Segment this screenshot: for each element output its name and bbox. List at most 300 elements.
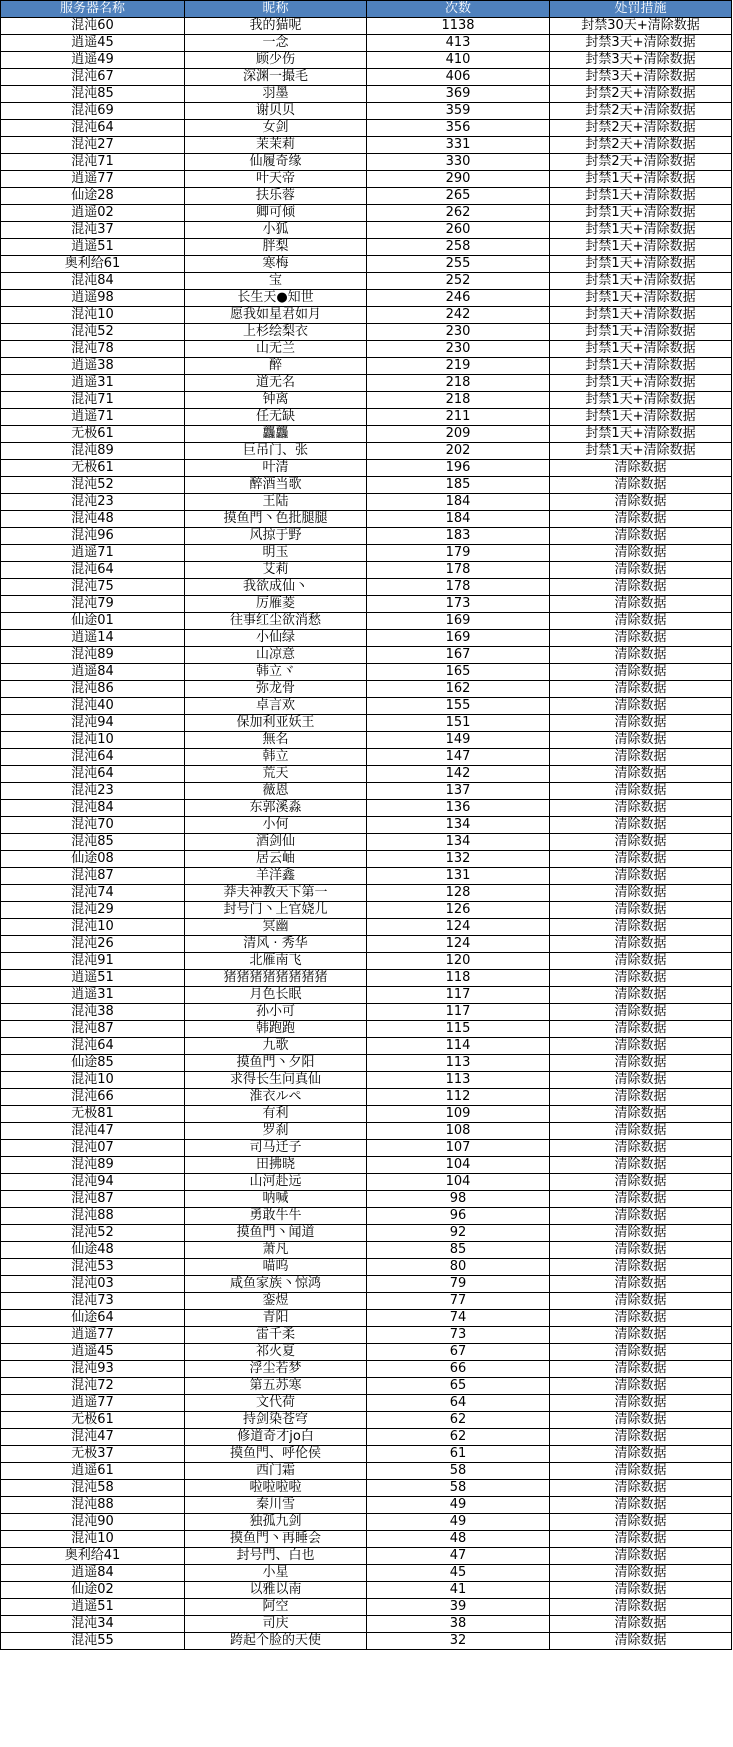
nickname-cell: 茉茉莉 — [185, 137, 367, 154]
penalty-cell: 封禁2天+清除数据 — [550, 137, 732, 154]
server-cell: 无极61 — [1, 1412, 185, 1429]
count-cell: 178 — [367, 579, 550, 596]
table-row — [1, 1378, 732, 1395]
server-cell: 混沌73 — [1, 1293, 185, 1310]
table-row — [1, 902, 732, 919]
nickname-cell: 寒梅 — [185, 256, 367, 273]
penalty-cell: 清除数据 — [550, 1310, 732, 1327]
server-cell: 混沌23 — [1, 783, 185, 800]
count-cell: 173 — [367, 596, 550, 613]
count-cell: 255 — [367, 256, 550, 273]
server-cell: 逍遥14 — [1, 630, 185, 647]
penalty-cell: 封禁1天+清除数据 — [550, 341, 732, 358]
count-cell: 65 — [367, 1378, 550, 1395]
table-row — [1, 1055, 732, 1072]
table-row — [1, 375, 732, 392]
server-cell: 奥利给41 — [1, 1548, 185, 1565]
count-cell: 104 — [367, 1174, 550, 1191]
server-cell: 逍遥71 — [1, 545, 185, 562]
penalty-cell: 封禁1天+清除数据 — [550, 392, 732, 409]
nickname-cell: 雷千柔 — [185, 1327, 367, 1344]
server-cell: 混沌93 — [1, 1361, 185, 1378]
count-cell: 167 — [367, 647, 550, 664]
penalty-cell: 清除数据 — [550, 800, 732, 817]
table-row — [1, 222, 732, 239]
count-cell: 162 — [367, 681, 550, 698]
count-cell: 77 — [367, 1293, 550, 1310]
server-cell: 混沌79 — [1, 596, 185, 613]
nickname-cell: 羽墨 — [185, 86, 367, 103]
count-cell: 1138 — [367, 18, 550, 35]
count-cell: 61 — [367, 1446, 550, 1463]
count-cell: 66 — [367, 1361, 550, 1378]
nickname-cell: 青阳 — [185, 1310, 367, 1327]
penalty-cell: 清除数据 — [550, 970, 732, 987]
penalty-cell: 清除数据 — [550, 596, 732, 613]
server-cell: 逍遥51 — [1, 1599, 185, 1616]
nickname-cell: 羊洋鑫 — [185, 868, 367, 885]
nickname-cell: 摸鱼門丶再睡会 — [185, 1531, 367, 1548]
penalty-cell: 清除数据 — [550, 698, 732, 715]
nickname-cell: 醉酒当歌 — [185, 477, 367, 494]
table-row — [1, 1344, 732, 1361]
server-cell: 混沌70 — [1, 817, 185, 834]
count-cell: 120 — [367, 953, 550, 970]
count-cell: 134 — [367, 817, 550, 834]
count-cell: 67 — [367, 1344, 550, 1361]
nickname-cell: 愿我如星君如月 — [185, 307, 367, 324]
count-cell: 202 — [367, 443, 550, 460]
server-cell: 逍遥84 — [1, 1565, 185, 1582]
server-cell: 无极37 — [1, 1446, 185, 1463]
nickname-cell: 钟离 — [185, 392, 367, 409]
table-row — [1, 851, 732, 868]
nickname-cell: 無名 — [185, 732, 367, 749]
nickname-cell: 醉 — [185, 358, 367, 375]
table-row — [1, 1225, 732, 1242]
nickname-cell: 摸鱼門、呼伦侯 — [185, 1446, 367, 1463]
count-cell: 331 — [367, 137, 550, 154]
server-cell: 逍遥51 — [1, 239, 185, 256]
count-cell: 242 — [367, 307, 550, 324]
table-row — [1, 1038, 732, 1055]
nickname-cell: 艾莉 — [185, 562, 367, 579]
nickname-cell: 小星 — [185, 1565, 367, 1582]
server-cell: 混沌96 — [1, 528, 185, 545]
server-cell: 仙途64 — [1, 1310, 185, 1327]
count-cell: 211 — [367, 409, 550, 426]
table-row — [1, 1072, 732, 1089]
penalty-cell: 清除数据 — [550, 851, 732, 868]
count-cell: 230 — [367, 341, 550, 358]
table-row — [1, 698, 732, 715]
table-row — [1, 205, 732, 222]
nickname-cell: 萧凡 — [185, 1242, 367, 1259]
table-row — [1, 1463, 732, 1480]
count-cell: 48 — [367, 1531, 550, 1548]
count-cell: 265 — [367, 188, 550, 205]
server-cell: 逍遥49 — [1, 52, 185, 69]
server-cell: 混沌74 — [1, 885, 185, 902]
penalty-cell: 清除数据 — [550, 1378, 732, 1395]
table-row — [1, 1259, 732, 1276]
table-row — [1, 409, 732, 426]
table-row — [1, 1582, 732, 1599]
penalty-cell: 清除数据 — [550, 613, 732, 630]
server-cell: 无极61 — [1, 426, 185, 443]
nickname-cell: 山河赴远 — [185, 1174, 367, 1191]
server-cell: 混沌53 — [1, 1259, 185, 1276]
nickname-cell: 文代荷 — [185, 1395, 367, 1412]
count-cell: 134 — [367, 834, 550, 851]
nickname-cell: 我欲成仙丶 — [185, 579, 367, 596]
nickname-cell: 浮尘若梦 — [185, 1361, 367, 1378]
table-row — [1, 426, 732, 443]
penalty-cell: 封禁3天+清除数据 — [550, 35, 732, 52]
table-row — [1, 664, 732, 681]
table-row — [1, 885, 732, 902]
penalty-cell: 清除数据 — [550, 783, 732, 800]
count-cell: 359 — [367, 103, 550, 120]
table-row — [1, 817, 732, 834]
penalty-cell: 清除数据 — [550, 1191, 732, 1208]
table-row — [1, 392, 732, 409]
table-row — [1, 1548, 732, 1565]
nickname-cell: 我的猫呢 — [185, 18, 367, 35]
nickname-cell: 猪猪猪猪猪猪猪猪 — [185, 970, 367, 987]
count-cell: 126 — [367, 902, 550, 919]
penalty-cell: 清除数据 — [550, 647, 732, 664]
table-row — [1, 579, 732, 596]
count-cell: 246 — [367, 290, 550, 307]
table-row — [1, 1174, 732, 1191]
count-cell: 62 — [367, 1429, 550, 1446]
penalty-cell: 清除数据 — [550, 1327, 732, 1344]
table-row — [1, 766, 732, 783]
server-cell: 逍遥77 — [1, 1327, 185, 1344]
nickname-cell: 摸鱼門丶色批腿腿 — [185, 511, 367, 528]
server-cell: 混沌94 — [1, 715, 185, 732]
server-cell: 仙途01 — [1, 613, 185, 630]
count-cell: 136 — [367, 800, 550, 817]
table-row — [1, 120, 732, 137]
count-cell: 107 — [367, 1140, 550, 1157]
table-row — [1, 273, 732, 290]
count-cell: 219 — [367, 358, 550, 375]
nickname-cell: 谢贝贝 — [185, 103, 367, 120]
nickname-cell: 山凉意 — [185, 647, 367, 664]
server-cell: 逍遥77 — [1, 171, 185, 188]
penalty-cell: 清除数据 — [550, 715, 732, 732]
penalty-cell: 清除数据 — [550, 1616, 732, 1633]
table-row — [1, 188, 732, 205]
table-body — [1, 18, 732, 1650]
penalty-cell: 清除数据 — [550, 1531, 732, 1548]
count-cell: 49 — [367, 1497, 550, 1514]
count-cell: 151 — [367, 715, 550, 732]
penalty-cell: 清除数据 — [550, 834, 732, 851]
server-cell: 混沌48 — [1, 511, 185, 528]
count-cell: 185 — [367, 477, 550, 494]
penalty-cell: 清除数据 — [550, 1412, 732, 1429]
table-row — [1, 545, 732, 562]
server-cell: 混沌10 — [1, 307, 185, 324]
penalty-cell: 清除数据 — [550, 664, 732, 681]
table-row — [1, 1633, 732, 1650]
nickname-cell: 田拂晓 — [185, 1157, 367, 1174]
count-cell: 252 — [367, 273, 550, 290]
nickname-cell: 淮衣ルペ — [185, 1089, 367, 1106]
count-cell: 74 — [367, 1310, 550, 1327]
count-cell: 258 — [367, 239, 550, 256]
table-row — [1, 290, 732, 307]
table-row — [1, 256, 732, 273]
table-row — [1, 103, 732, 120]
server-cell: 混沌91 — [1, 953, 185, 970]
server-cell: 混沌29 — [1, 902, 185, 919]
server-cell: 仙途02 — [1, 1582, 185, 1599]
nickname-cell: 銮煜 — [185, 1293, 367, 1310]
server-cell: 混沌78 — [1, 341, 185, 358]
table-row — [1, 1446, 732, 1463]
penalty-cell: 清除数据 — [550, 1106, 732, 1123]
count-cell: 218 — [367, 392, 550, 409]
penalty-cell: 清除数据 — [550, 1293, 732, 1310]
penalty-cell: 封禁3天+清除数据 — [550, 69, 732, 86]
nickname-cell: 韩立 — [185, 749, 367, 766]
nickname-cell: 摸鱼門丶夕阳 — [185, 1055, 367, 1072]
count-cell: 96 — [367, 1208, 550, 1225]
server-cell: 混沌03 — [1, 1276, 185, 1293]
count-cell: 118 — [367, 970, 550, 987]
count-cell: 184 — [367, 511, 550, 528]
count-cell: 179 — [367, 545, 550, 562]
nickname-cell: 罗刹 — [185, 1123, 367, 1140]
server-cell: 混沌89 — [1, 647, 185, 664]
nickname-cell: 女剑 — [185, 120, 367, 137]
server-cell: 混沌85 — [1, 86, 185, 103]
server-cell: 混沌47 — [1, 1123, 185, 1140]
count-cell: 142 — [367, 766, 550, 783]
server-cell: 混沌52 — [1, 477, 185, 494]
penalty-cell: 清除数据 — [550, 749, 732, 766]
penalty-cell: 清除数据 — [550, 1599, 732, 1616]
server-cell: 无极81 — [1, 1106, 185, 1123]
count-cell: 149 — [367, 732, 550, 749]
table-row — [1, 953, 732, 970]
penalty-cell: 封禁1天+清除数据 — [550, 171, 732, 188]
nickname-cell: 上杉绘梨衣 — [185, 324, 367, 341]
nickname-cell: 山无兰 — [185, 341, 367, 358]
nickname-cell: 叶清 — [185, 460, 367, 477]
penalty-cell: 清除数据 — [550, 919, 732, 936]
penalty-cell: 封禁1天+清除数据 — [550, 239, 732, 256]
penalty-cell: 封禁1天+清除数据 — [550, 307, 732, 324]
count-cell: 112 — [367, 1089, 550, 1106]
server-cell: 混沌07 — [1, 1140, 185, 1157]
table-row — [1, 1157, 732, 1174]
nickname-cell: 王陆 — [185, 494, 367, 511]
penalty-cell: 封禁1天+清除数据 — [550, 409, 732, 426]
table-row — [1, 154, 732, 171]
nickname-cell: 风掠于野 — [185, 528, 367, 545]
table-row — [1, 1276, 732, 1293]
nickname-cell: 司马迁子 — [185, 1140, 367, 1157]
penalty-cell: 封禁1天+清除数据 — [550, 375, 732, 392]
penalty-cell: 封禁1天+清除数据 — [550, 273, 732, 290]
table-row — [1, 137, 732, 154]
nickname-cell: 长生天●知世 — [185, 290, 367, 307]
table-row — [1, 1514, 732, 1531]
penalty-cell: 封禁2天+清除数据 — [550, 120, 732, 137]
nickname-cell: 持剑染苍穹 — [185, 1412, 367, 1429]
nickname-cell: 小狐 — [185, 222, 367, 239]
server-cell: 混沌69 — [1, 103, 185, 120]
penalty-cell: 清除数据 — [550, 868, 732, 885]
penalty-cell: 清除数据 — [550, 1514, 732, 1531]
penalty-cell: 清除数据 — [550, 1208, 732, 1225]
penalty-cell: 清除数据 — [550, 562, 732, 579]
count-cell: 183 — [367, 528, 550, 545]
server-cell: 混沌34 — [1, 1616, 185, 1633]
server-cell: 逍遥31 — [1, 987, 185, 1004]
table-row — [1, 936, 732, 953]
penalty-cell: 清除数据 — [550, 1038, 732, 1055]
table-row — [1, 1395, 732, 1412]
nickname-cell: 厉雁菱 — [185, 596, 367, 613]
table-row — [1, 1089, 732, 1106]
server-cell: 仙途28 — [1, 188, 185, 205]
nickname-cell: 巨吊门、张 — [185, 443, 367, 460]
table-row — [1, 1242, 732, 1259]
table-row — [1, 596, 732, 613]
penalty-cell: 清除数据 — [550, 1497, 732, 1514]
count-cell: 124 — [367, 919, 550, 936]
server-cell: 逍遥51 — [1, 970, 185, 987]
server-cell: 混沌94 — [1, 1174, 185, 1191]
table-row — [1, 477, 732, 494]
penalty-cell: 封禁3天+清除数据 — [550, 52, 732, 69]
table-row — [1, 1004, 732, 1021]
count-cell: 79 — [367, 1276, 550, 1293]
count-cell: 260 — [367, 222, 550, 239]
nickname-cell: 咸鱼家族丶惊鸿 — [185, 1276, 367, 1293]
column-header-count: 次数 — [367, 1, 550, 18]
nickname-cell: 小何 — [185, 817, 367, 834]
count-cell: 169 — [367, 630, 550, 647]
server-cell: 逍遥61 — [1, 1463, 185, 1480]
table-row — [1, 1021, 732, 1038]
count-cell: 73 — [367, 1327, 550, 1344]
server-cell: 混沌64 — [1, 766, 185, 783]
nickname-cell: 孙小可 — [185, 1004, 367, 1021]
server-cell: 混沌72 — [1, 1378, 185, 1395]
table-row — [1, 460, 732, 477]
nickname-cell: 九歌 — [185, 1038, 367, 1055]
table-row — [1, 324, 732, 341]
nickname-cell: 龘龘 — [185, 426, 367, 443]
count-cell: 80 — [367, 1259, 550, 1276]
penalty-cell: 清除数据 — [550, 1004, 732, 1021]
nickname-cell: 扶乐蓉 — [185, 188, 367, 205]
table-row — [1, 800, 732, 817]
nickname-cell: 任无缺 — [185, 409, 367, 426]
count-cell: 113 — [367, 1072, 550, 1089]
count-cell: 262 — [367, 205, 550, 222]
count-cell: 45 — [367, 1565, 550, 1582]
table-row — [1, 307, 732, 324]
table-row — [1, 1429, 732, 1446]
table-row — [1, 494, 732, 511]
count-cell: 62 — [367, 1412, 550, 1429]
nickname-cell: 小仙绿 — [185, 630, 367, 647]
penalty-cell: 清除数据 — [550, 953, 732, 970]
nickname-cell: 顾少伤 — [185, 52, 367, 69]
penalty-cell: 清除数据 — [550, 1480, 732, 1497]
penalty-cell: 清除数据 — [550, 545, 732, 562]
count-cell: 137 — [367, 783, 550, 800]
penalty-cell: 封禁1天+清除数据 — [550, 358, 732, 375]
penalty-cell: 清除数据 — [550, 1072, 732, 1089]
penalty-cell: 清除数据 — [550, 477, 732, 494]
penalty-cell: 清除数据 — [550, 511, 732, 528]
table-row — [1, 1599, 732, 1616]
server-cell: 混沌66 — [1, 1089, 185, 1106]
server-cell: 混沌52 — [1, 324, 185, 341]
table-row — [1, 749, 732, 766]
count-cell: 49 — [367, 1514, 550, 1531]
nickname-cell: 弥龙骨 — [185, 681, 367, 698]
count-cell: 41 — [367, 1582, 550, 1599]
nickname-cell: 宝 — [185, 273, 367, 290]
column-header-nickname: 昵称 — [185, 1, 367, 18]
table-row — [1, 919, 732, 936]
penalty-cell: 清除数据 — [550, 732, 732, 749]
table-row — [1, 1531, 732, 1548]
table-row — [1, 681, 732, 698]
penalty-cell: 清除数据 — [550, 494, 732, 511]
count-cell: 178 — [367, 562, 550, 579]
server-cell: 逍遥31 — [1, 375, 185, 392]
count-cell: 147 — [367, 749, 550, 766]
server-cell: 逍遥45 — [1, 1344, 185, 1361]
server-cell: 逍遥84 — [1, 664, 185, 681]
penalty-cell: 清除数据 — [550, 1446, 732, 1463]
count-cell: 38 — [367, 1616, 550, 1633]
count-cell: 47 — [367, 1548, 550, 1565]
penalty-cell: 清除数据 — [550, 1582, 732, 1599]
table-row — [1, 562, 732, 579]
nickname-cell: 居云岫 — [185, 851, 367, 868]
count-cell: 209 — [367, 426, 550, 443]
table-row — [1, 358, 732, 375]
nickname-cell: 西门霜 — [185, 1463, 367, 1480]
table-row — [1, 1106, 732, 1123]
table-row — [1, 1310, 732, 1327]
table-row — [1, 1616, 732, 1633]
count-cell: 58 — [367, 1480, 550, 1497]
count-cell: 196 — [367, 460, 550, 477]
penalty-cell: 清除数据 — [550, 630, 732, 647]
nickname-cell: 月色长眠 — [185, 987, 367, 1004]
penalty-cell: 清除数据 — [550, 766, 732, 783]
server-cell: 混沌26 — [1, 936, 185, 953]
table-row — [1, 1327, 732, 1344]
penalty-cell: 封禁2天+清除数据 — [550, 103, 732, 120]
server-cell: 混沌23 — [1, 494, 185, 511]
nickname-cell: 封号門、白也 — [185, 1548, 367, 1565]
count-cell: 39 — [367, 1599, 550, 1616]
